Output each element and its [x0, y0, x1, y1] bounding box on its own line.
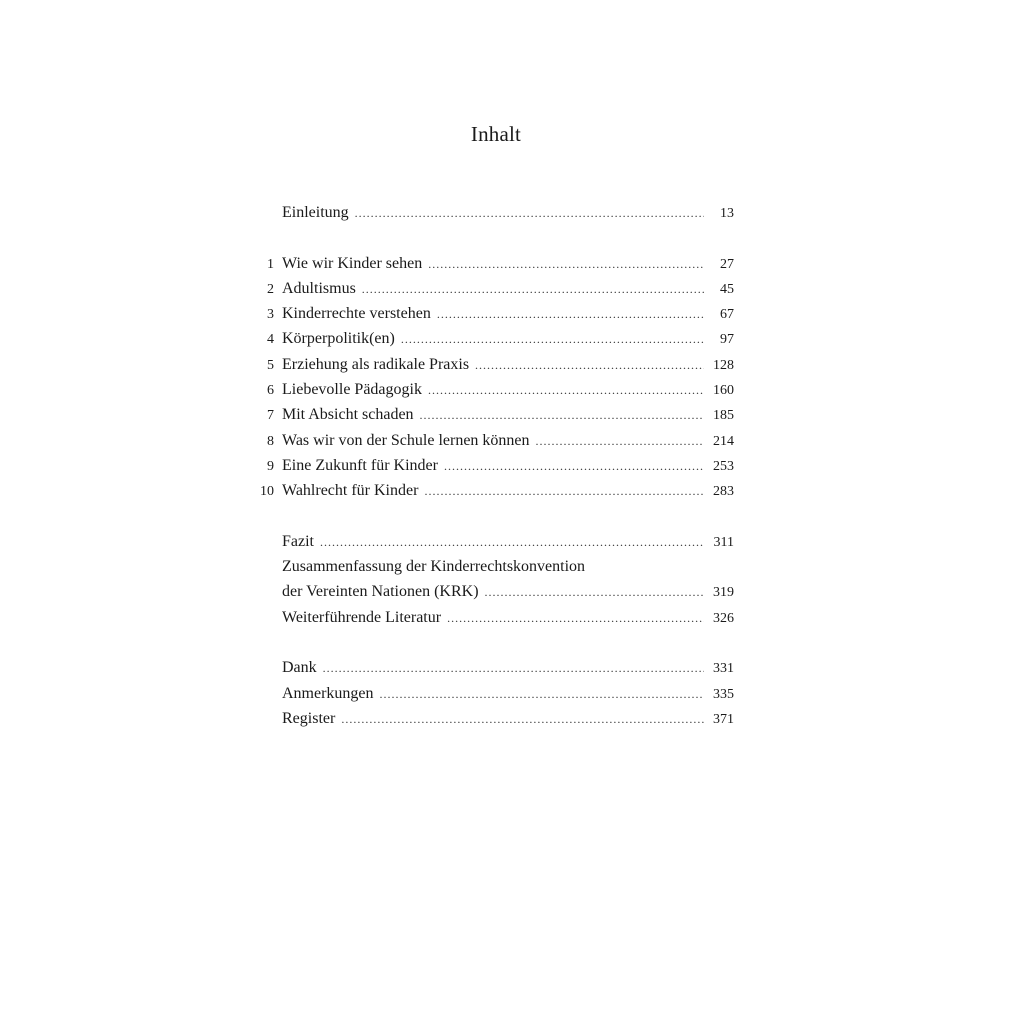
toc-entry — [250, 478, 734, 503]
page-number: 311 — [713, 534, 734, 550]
dot-leader — [424, 479, 704, 504]
page-number: 185 — [713, 408, 734, 424]
dot-leader — [536, 429, 704, 454]
toc-entry-title: Körperpolitik(en) — [282, 330, 395, 348]
dot-leader — [447, 606, 704, 631]
dot-leader — [444, 454, 704, 479]
toc-entry-title: Zusammenfassung der Kinderrechtskonvention — [282, 558, 586, 576]
page-number: 371 — [713, 711, 734, 727]
page-number: 67 — [720, 307, 734, 323]
dot-leader — [401, 327, 704, 352]
toc-entry-title: Einleitung — [282, 204, 349, 221]
page-number: 128 — [713, 357, 734, 373]
toc-entry — [250, 681, 734, 706]
toc-entry — [250, 200, 734, 225]
dot-leader — [475, 353, 704, 378]
toc-entry — [250, 579, 734, 604]
toc-entry — [250, 326, 734, 351]
toc-entry — [250, 402, 734, 427]
dot-leader — [341, 707, 704, 732]
toc-entry-title: Anmerkungen — [282, 684, 374, 702]
toc-entry-title: der Vereinten Nationen (KRK) — [282, 583, 479, 601]
dot-leader — [320, 530, 704, 555]
dot-leader — [355, 201, 704, 226]
page-number: 27 — [720, 256, 734, 272]
toc-entry — [250, 706, 734, 731]
toc-entry — [250, 554, 734, 579]
toc-entry — [250, 428, 734, 453]
chapter-number: 10 — [260, 484, 274, 500]
toc-entry — [250, 276, 734, 301]
chapter-number: 5 — [267, 357, 274, 373]
chapter-number: 4 — [267, 332, 274, 348]
chapter-number: 9 — [267, 458, 274, 474]
dot-leader — [323, 656, 704, 681]
table-of-contents — [250, 200, 734, 731]
chapter-number: 6 — [267, 383, 274, 399]
toc-entry — [250, 453, 734, 478]
chapter-number: 1 — [267, 256, 274, 272]
toc-entry — [250, 529, 734, 554]
toc-entry — [250, 605, 734, 630]
toc-entry — [250, 352, 734, 377]
dot-leader — [420, 403, 704, 428]
toc-entry-title: Was wir von der Schule lernen können — [282, 431, 530, 449]
toc-entry-title: Weiterführende Literatur — [282, 608, 442, 626]
page-title: Inhalt — [470, 122, 522, 146]
toc-entry-title: Erziehung als radikale Praxis — [282, 355, 470, 373]
page-number: 326 — [713, 610, 734, 626]
toc-entry-title: Adultismus — [282, 279, 356, 297]
page-number: 319 — [713, 585, 734, 601]
dot-leader — [485, 580, 704, 605]
chapter-number: 3 — [267, 307, 274, 323]
page-number: 331 — [713, 661, 734, 677]
page-number: 13 — [720, 206, 734, 221]
toc-entry — [250, 655, 734, 680]
page-number: 335 — [713, 686, 734, 702]
toc-entry — [250, 377, 734, 402]
page-number: 253 — [713, 458, 734, 474]
toc-entry — [250, 301, 734, 326]
toc-entry-title: Eine Zukunft für Kinder — [282, 456, 438, 474]
page-number: 45 — [720, 281, 734, 297]
page-number: 160 — [713, 383, 734, 399]
toc-entry — [250, 251, 734, 276]
toc-entry-title: Wahlrecht für Kinder — [282, 482, 419, 500]
chapter-number: 2 — [267, 281, 274, 297]
toc-entry-title: Fazit — [282, 532, 314, 550]
dot-leader — [380, 682, 704, 707]
chapter-number: 7 — [267, 408, 274, 424]
toc-entry-title: Wie wir Kinder sehen — [282, 254, 423, 272]
page-number: 283 — [713, 484, 734, 500]
page-number: 97 — [720, 332, 734, 348]
dot-leader — [362, 277, 704, 302]
chapter-number: 8 — [267, 433, 274, 449]
toc-entry-title: Dank — [282, 659, 317, 677]
toc-entry-title: Mit Absicht schaden — [282, 406, 414, 424]
page-number: 214 — [713, 433, 734, 449]
dot-leader — [428, 252, 704, 277]
toc-entry-title: Liebevolle Pädagogik — [282, 381, 422, 399]
dot-leader — [428, 378, 704, 403]
toc-entry-title: Register — [282, 709, 336, 727]
toc-entry-title: Kinderrechte verstehen — [282, 305, 431, 323]
dot-leader — [437, 302, 704, 327]
